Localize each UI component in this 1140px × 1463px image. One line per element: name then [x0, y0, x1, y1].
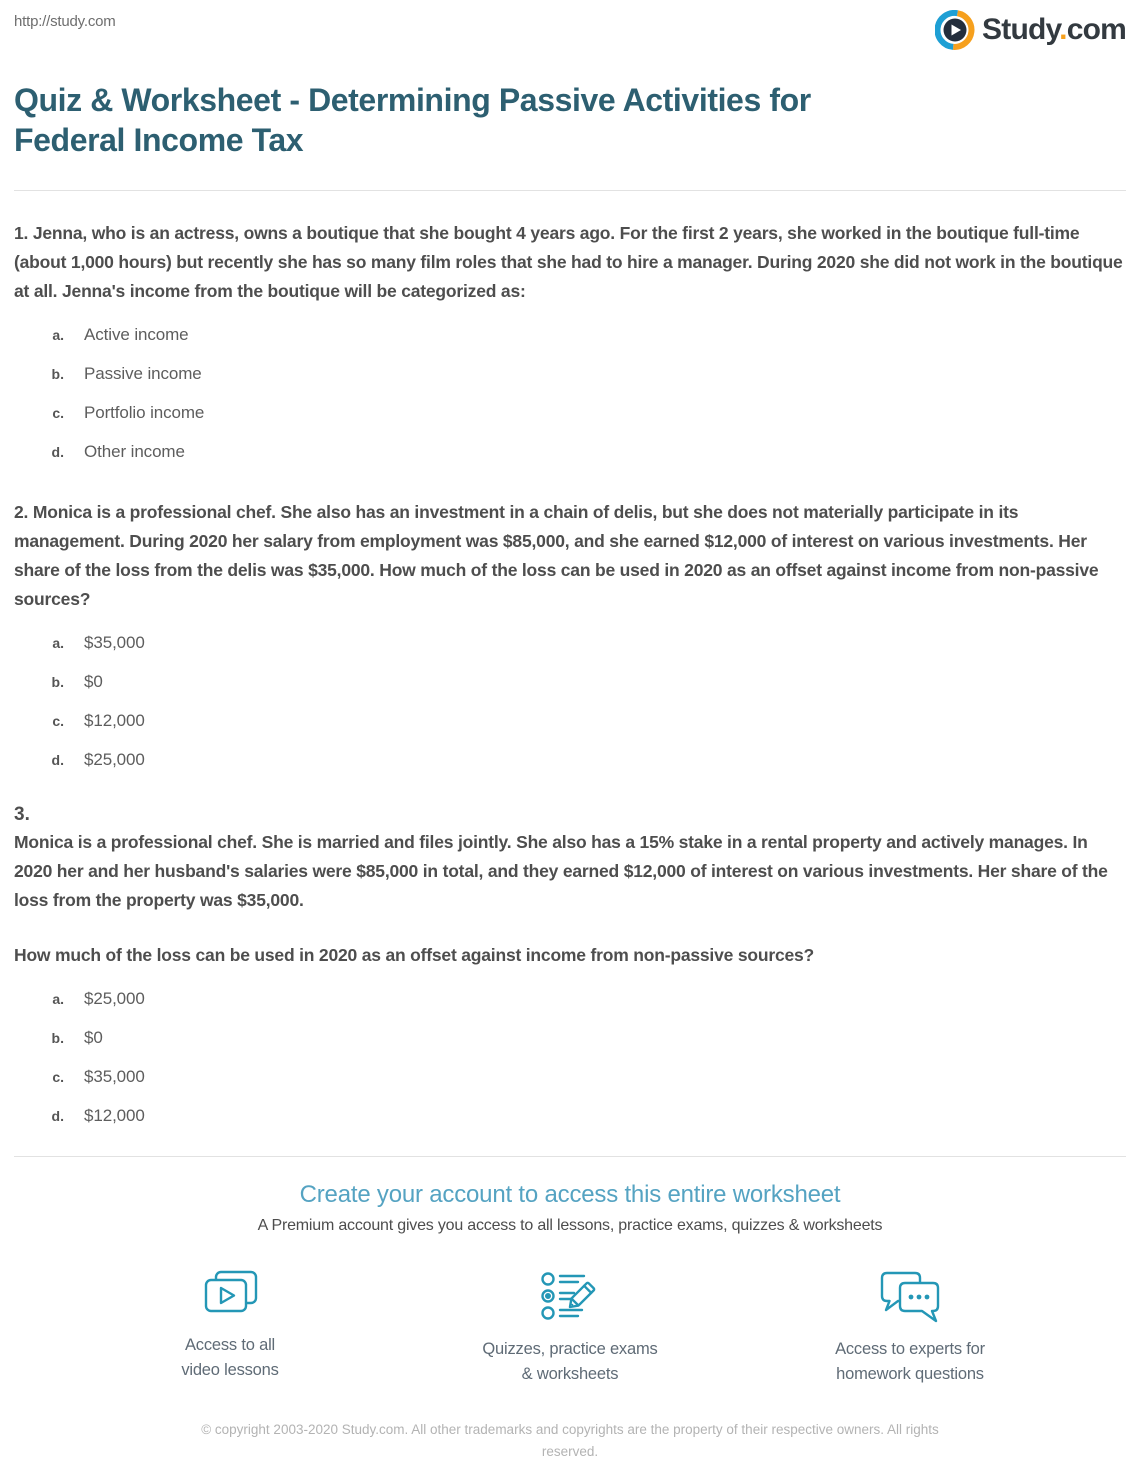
option-row — [14, 1028, 1126, 1048]
page-header — [0, 0, 1140, 50]
premium-subheading: A Premium account gives you access to all lessons, practice exams, quizzes & worksheets — [257, 1217, 883, 1234]
option-text: Other income — [84, 442, 185, 461]
question-2-options — [14, 633, 1126, 770]
option-text: $12,000 — [84, 1106, 145, 1125]
option-letter: c. — [52, 1069, 64, 1085]
option-row — [14, 989, 1126, 1009]
studycom-logo-icon — [935, 10, 975, 50]
option-row — [14, 750, 1126, 770]
option-row — [14, 1106, 1126, 1126]
option-letter: b. — [51, 1030, 64, 1046]
question-3-options — [14, 989, 1126, 1126]
question-2-text: 2. Monica is a professional chef. She also has an investment in a chain of delis, but she does not materially participate in its management. During 2020 her salary from employment was $85,000, and she earned $12,000 of interest on various investments. Her share of the loss from the delis was $35,000. How much of the loss can be used in 2020 as an offset against income from non-passive sources? — [14, 502, 1099, 609]
question-1-text: 1. Jenna, who is an actress, owns a boutique that she bought 4 years ago. For the first 2 years, she worked in the boutique full-time (about 1,000 hours) but recently she has so many film roles that she had to hire a manager. During 2020 she did not work in the boutique at all. Jenna's income from the boutique will be categorized as: — [14, 223, 1123, 301]
option-letter: d. — [51, 752, 64, 768]
option-letter: d. — [51, 444, 64, 460]
option-text: $35,000 — [84, 633, 145, 652]
option-row — [14, 1067, 1126, 1087]
question-3-number: 3. — [14, 804, 30, 825]
option-row — [14, 711, 1126, 731]
option-row — [14, 633, 1126, 653]
title-divider — [14, 190, 1126, 191]
option-letter: b. — [51, 366, 64, 382]
option-row — [14, 364, 1126, 384]
feature-video-lessons — [110, 1269, 350, 1387]
option-letter: a. — [52, 991, 64, 1007]
option-row — [14, 672, 1126, 692]
option-row — [14, 325, 1126, 345]
option-row — [14, 442, 1126, 462]
option-text: $0 — [84, 672, 103, 691]
option-text: $12,000 — [84, 711, 145, 730]
question-3-followup: How much of the loss can be used in 2020 as an offset against income from non-passive sources? — [14, 945, 815, 965]
option-text: $25,000 — [84, 989, 145, 1008]
option-text: Active income — [84, 325, 189, 344]
question-3-text: Monica is a professional chef. She is married and files jointly. She also has a 15% stake in a rental property and actively manages. In 2020 her and her husband's salaries were $85,000 in total, and they earned $12,000 of interest on various investments. Her share of the loss from the property was $35,000. — [14, 832, 1108, 910]
option-letter: b. — [51, 674, 64, 690]
feature-quizzes — [450, 1269, 690, 1387]
copyright-text: © copyright 2003-2020 Study.com. All other trademarks and copyrights are the property of their respective owners. All rights reserved. — [201, 1422, 939, 1459]
page-url: http://study.com — [14, 13, 116, 30]
feature-label: Quizzes, practice exams & worksheets — [482, 1340, 658, 1383]
video-lessons-icon — [199, 1269, 261, 1321]
footer-divider — [14, 1156, 1126, 1157]
option-text: $0 — [84, 1028, 103, 1047]
option-letter: c. — [52, 713, 64, 729]
feature-list — [110, 1269, 1030, 1387]
studycom-logo[interactable] — [935, 10, 1126, 50]
feature-label: Access to experts for homework questions — [835, 1340, 985, 1383]
option-letter: a. — [52, 327, 64, 343]
feature-experts — [790, 1269, 1030, 1387]
option-text: $25,000 — [84, 750, 145, 769]
option-text: Passive income — [84, 364, 202, 383]
feature-label: Access to all video lessons — [181, 1336, 279, 1379]
page-title: Quiz & Worksheet - Determining Passive Activities for Federal Income Tax — [14, 82, 811, 158]
option-letter: c. — [52, 405, 64, 421]
studycom-logo-text: Study.com — [982, 13, 1126, 46]
create-account-link[interactable]: Create your account to access this entire worksheet — [299, 1181, 841, 1208]
quiz-worksheet-icon — [538, 1269, 602, 1325]
option-text: Portfolio income — [84, 403, 205, 422]
option-letter: d. — [51, 1108, 64, 1124]
chat-experts-icon — [878, 1269, 942, 1325]
question-1-options — [14, 325, 1126, 462]
option-row — [14, 403, 1126, 423]
option-letter: a. — [52, 635, 64, 651]
option-text: $35,000 — [84, 1067, 145, 1086]
